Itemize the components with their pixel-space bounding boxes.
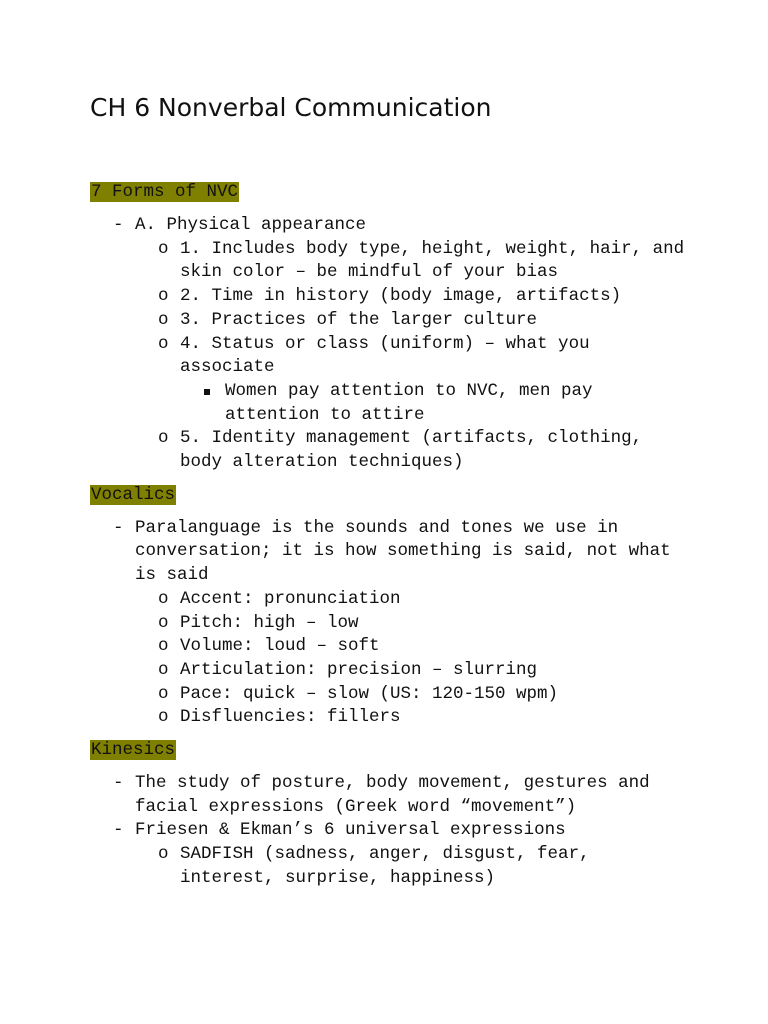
square-bullet-icon xyxy=(204,389,210,395)
section-heading-forms xyxy=(90,178,690,206)
sub-list xyxy=(135,843,690,890)
list-item xyxy=(90,819,690,890)
circle-bullet: o xyxy=(158,238,169,259)
sub-list-item xyxy=(135,706,690,730)
circle-bullet: o xyxy=(158,309,169,330)
dash-bullet: - xyxy=(113,820,124,841)
list-item-text: The study of posture, body movement, gestures and facial expressions (Greek word “movement”) xyxy=(135,773,650,817)
sub-list-item xyxy=(135,285,690,309)
sub-item-text: Pitch: high – low xyxy=(180,612,359,633)
sub-item-text: SADFISH (sadness, anger, disgust, fear, interest, surprise, happiness) xyxy=(180,844,590,888)
sub-list-item xyxy=(135,333,690,428)
sub-item-text: 2. Time in history (body image, artifacts) xyxy=(180,286,622,307)
highlighted-heading-text: Kinesics xyxy=(91,740,176,761)
section-heading-vocalics xyxy=(90,481,690,509)
highlighted-heading-text: Vocalics xyxy=(91,484,176,505)
sub-list-item xyxy=(135,612,690,636)
circle-bullet: o xyxy=(158,588,169,609)
sub-sub-list xyxy=(180,380,690,427)
sub-item-text: 3. Practices of the larger culture xyxy=(180,309,538,330)
circle-bullet: o xyxy=(158,844,169,865)
list-item xyxy=(90,214,690,475)
list-item-text: A. Physical appearance xyxy=(135,215,367,235)
sub-list-item xyxy=(135,588,690,612)
list-item-text: Paralanguage is the sounds and tones we use in conversation; it is how something is said, not what is said xyxy=(135,517,671,586)
page-title: CH 6 Nonverbal Communication xyxy=(90,93,492,122)
list-item xyxy=(90,517,690,730)
dash-bullet: - xyxy=(113,215,124,235)
sub-item-text: Pace: quick – slow (US: 120-150 wpm) xyxy=(180,683,559,704)
sub-item-text: Volume: loud – soft xyxy=(180,636,380,657)
sub-item-text: Articulation: precision – slurring xyxy=(180,659,538,680)
sub-item-text: 4. Status or class (uniform) – what you associate xyxy=(180,333,590,378)
sub-list-item xyxy=(135,309,690,333)
circle-bullet: o xyxy=(158,683,169,704)
circle-bullet: o xyxy=(158,659,169,680)
circle-bullet: o xyxy=(158,707,169,728)
sub-list-item xyxy=(135,635,690,659)
highlighted-heading-text: 7 Forms of NVC xyxy=(91,182,239,202)
sub-item-text: 5. Identity management (artifacts, clothing, body alteration techniques) xyxy=(180,428,643,473)
document-body xyxy=(90,178,690,897)
bullet-list xyxy=(90,772,690,891)
dash-bullet: - xyxy=(113,517,124,538)
sub-item-text: 1. Includes body type, height, weight, hair, and skin color – be mindful of your bias xyxy=(180,238,685,283)
circle-bullet: o xyxy=(158,286,169,307)
sub-list-item xyxy=(135,843,690,890)
circle-bullet: o xyxy=(158,333,169,354)
section-heading-kinesics xyxy=(90,736,690,764)
sub-list xyxy=(135,238,690,475)
sub-sub-list-item xyxy=(180,380,690,427)
sub-list-item xyxy=(135,238,690,285)
sub-list-item xyxy=(135,427,690,474)
list-item-text: Friesen & Ekman’s 6 universal expressions xyxy=(135,820,566,841)
circle-bullet: o xyxy=(158,428,169,449)
sub-item-text: Disfluencies: fillers xyxy=(180,707,401,728)
sub-item-text: Accent: pronunciation xyxy=(180,588,401,609)
sub-sub-item-text: Women pay attention to NVC, men pay attention to attire xyxy=(225,380,593,425)
bullet-list xyxy=(90,214,690,475)
circle-bullet: o xyxy=(158,612,169,633)
circle-bullet: o xyxy=(158,636,169,657)
dash-bullet: - xyxy=(113,773,124,794)
sub-list xyxy=(135,588,690,730)
sub-list-item xyxy=(135,659,690,683)
sub-list-item xyxy=(135,683,690,707)
list-item xyxy=(90,772,690,819)
bullet-list xyxy=(90,517,690,730)
